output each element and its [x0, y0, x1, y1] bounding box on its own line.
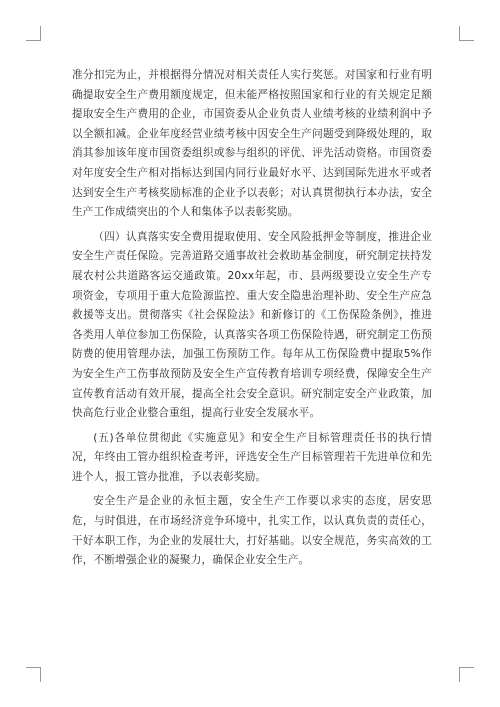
- crop-mark-bottom-right: [459, 667, 474, 682]
- crop-mark-top-right: [459, 26, 474, 41]
- crop-mark-top-left: [26, 26, 41, 41]
- document-body: [72, 66, 432, 571]
- paragraph-conclusion: 安全生产是企业的永恒主题，安全生产工作要以求实的态度，居安思危，与时俱进，在市场经济竞争环境中，扎实工作，以认真负责的责任心，干好本职工作，为企业的发展壮大，打好基础。以安全规范，务实高效的工作，不断增强企业的凝聚力，确保企业安全生产。: [72, 495, 432, 567]
- paragraph-continued: 准分扣完为止，并根据得分情况对相关责任人实行奖惩。对国家和行业有明确提取安全生产费用额度规定，但未能严格按照国家和行业的有关规定足额提取安全生产费用的企业，市国资委从企业负责人业绩考核的业绩利润中予以全额扣减。企业年度经营业绩考核中因安全生产问题受到降级处理的，取消其参加该年度市国资委组织或参与组织的评优、评先活动资格。市国资委对年度安全生产相对指标达到国内同行业最好水平、达到国际先进水平或者达到安全生产考核奖励标准的企业予以表彰；对认真贯彻执行本办法，安全生产工作成绩突出的个人和集体予以表彰奖励。: [72, 69, 432, 219]
- paragraph-section-five: (五)各单位贯彻此《实施意见》和安全生产目标管理责任书的执行情况，年终由工管办组织检查考评，评选安全生产目标管理若干先进单位和先进个人，报工管办批准，予以表彰奖励。: [72, 431, 432, 483]
- paragraph-section-four: （四）认真落实安全费用提取使用、安全风险抵押金等制度，推进企业安全生产责任保险。完善道路交通事故社会救助基金制度，研究制定扶持发展农村公共道路客运交通政策。20xx年起，市、县两级要设立安全生产专项资金，专项用于重大危险源监控、重大安全隐患治理补助、安全生产应急救援等支出。贯彻落实《社会保险法》和新修订的《工伤保险条例》，推进各类用人单位参加工伤保险，认真落实各项工伤保险待遇，研究制定工伤预防费的使用管理办法，加强工伤预防工作。每年从工伤保险费中提取5%作为安全生产工伤事故预防及安全生产宣传教育培训专项经费，保障安全生产宣传教育活动有效开展，提高全社会安全意识。研究制定安全产业政策，加快高危行业企业整合重组，提高行业安全发展水平。: [72, 230, 432, 420]
- crop-mark-bottom-left: [26, 667, 41, 682]
